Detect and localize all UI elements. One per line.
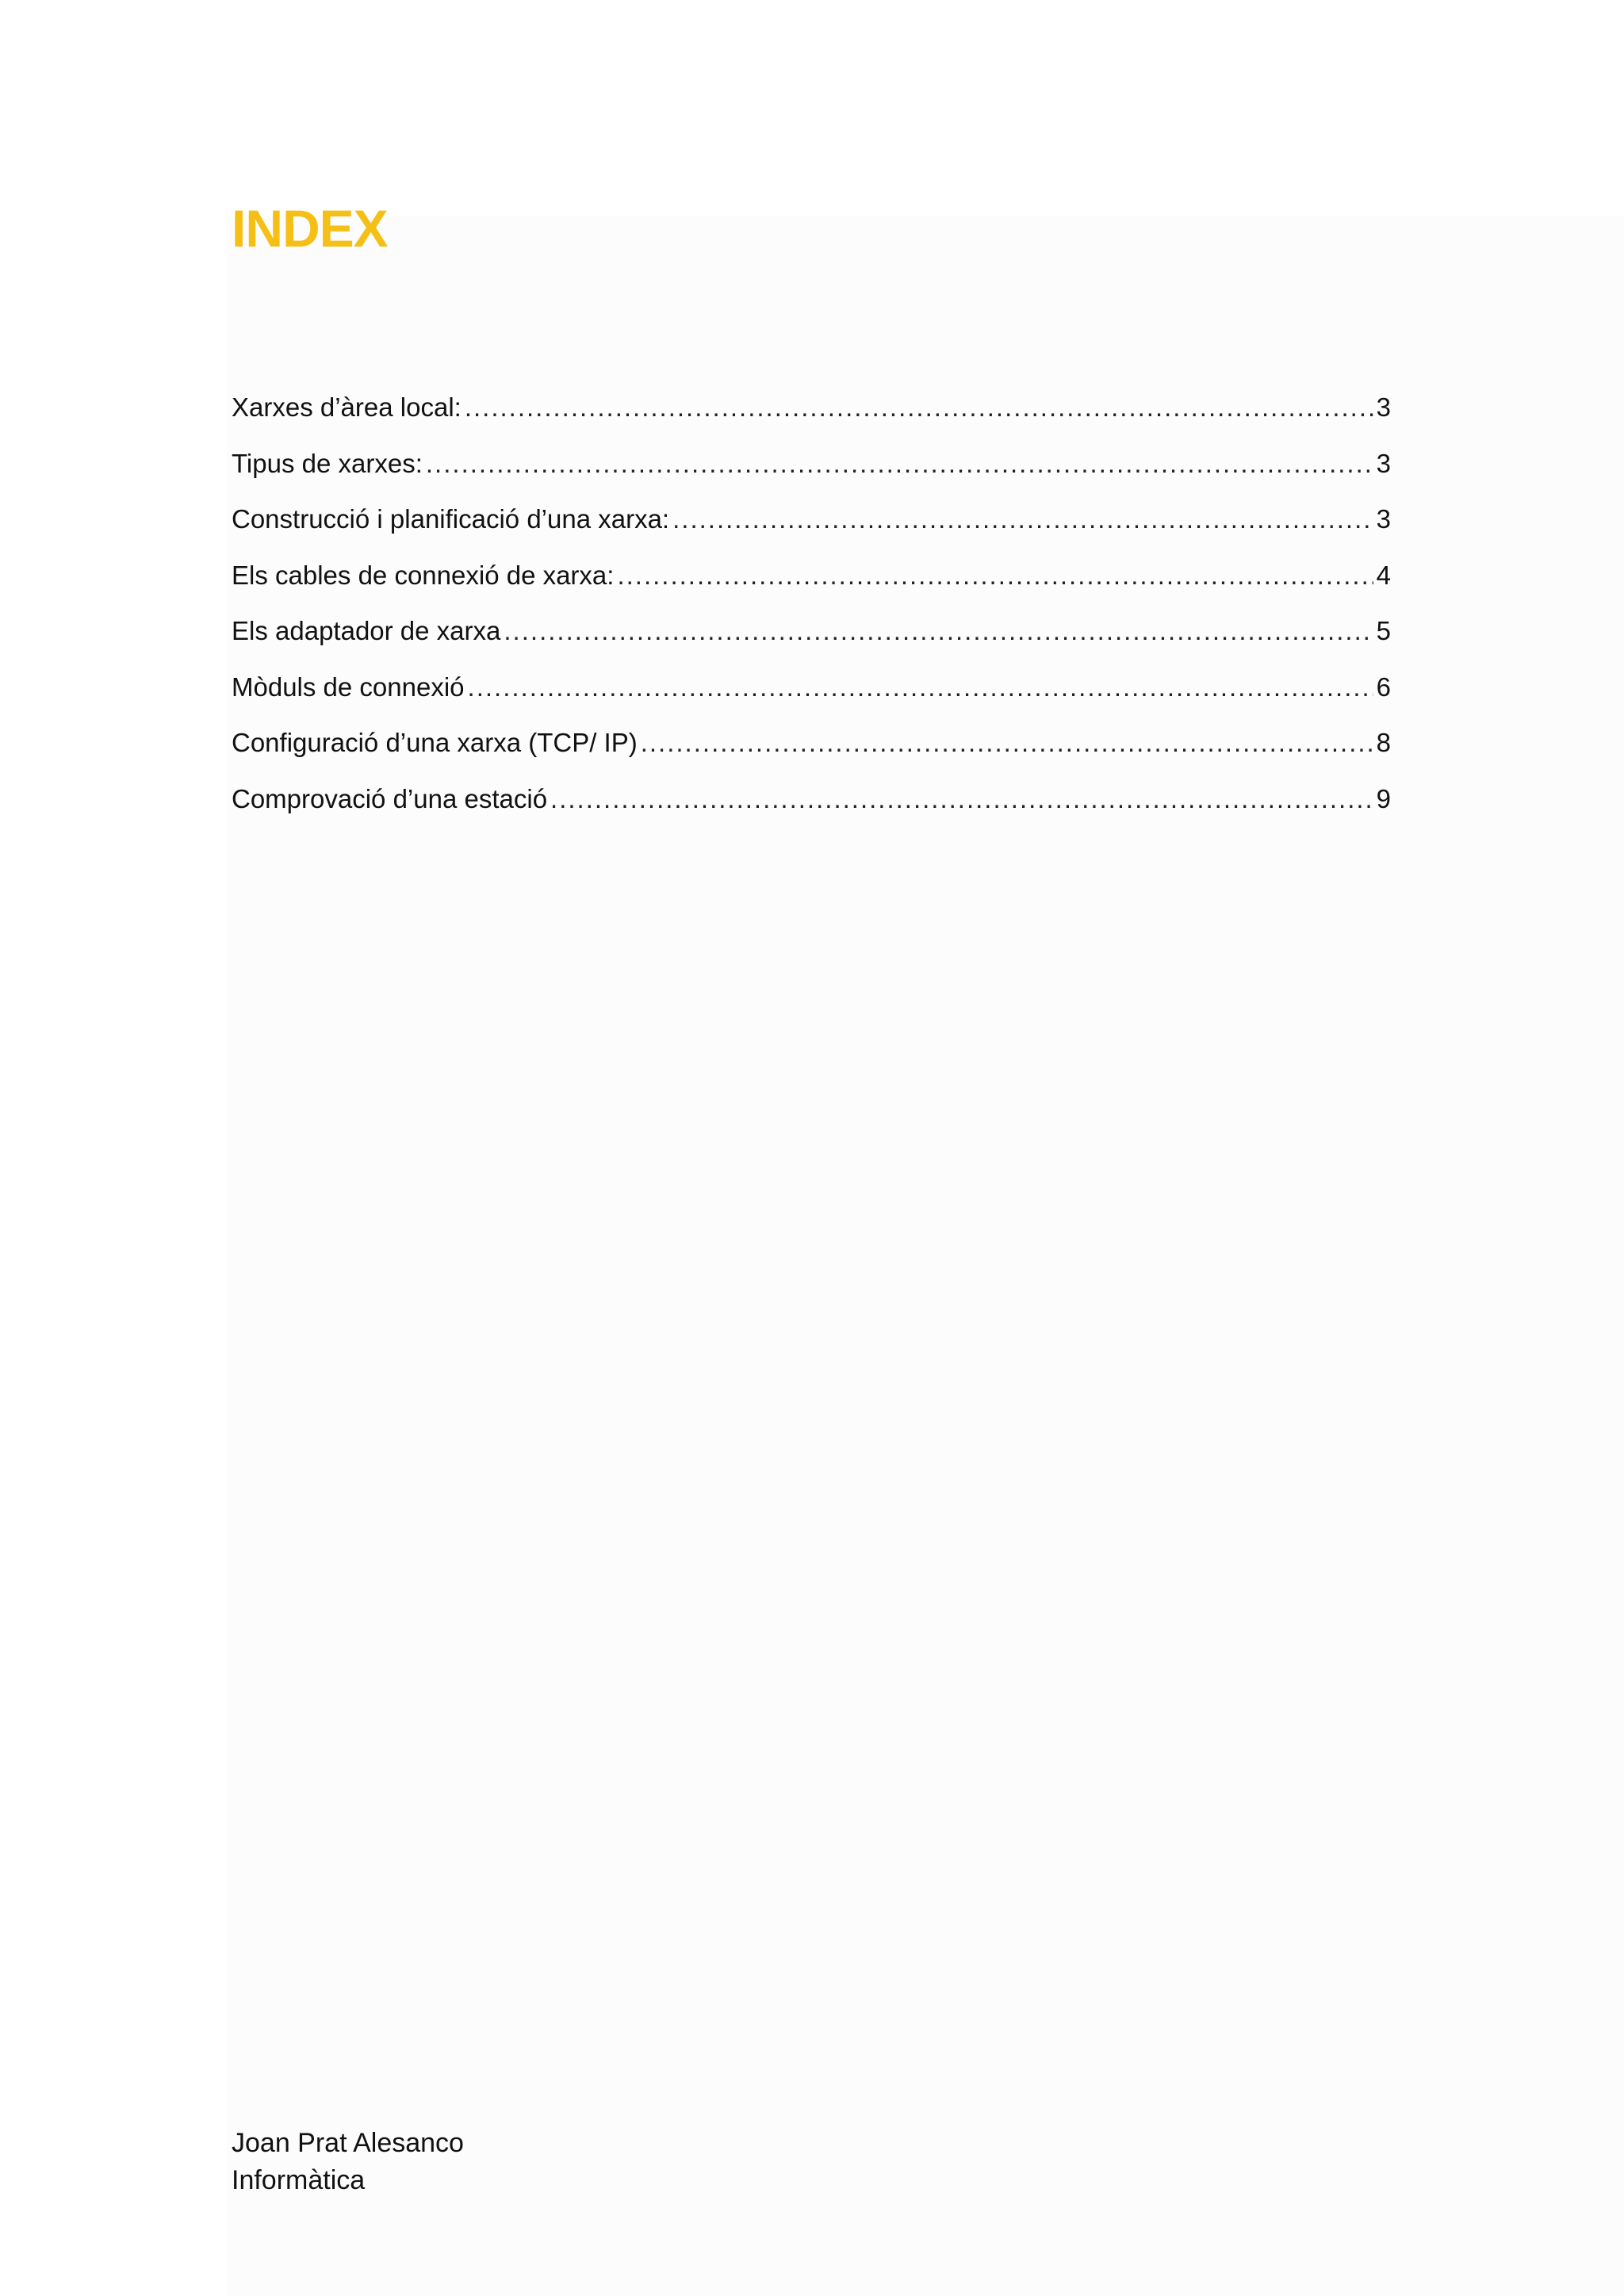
toc-entry[interactable] bbox=[232, 775, 1391, 832]
toc-dot-leader bbox=[550, 775, 1373, 823]
toc-page-number: 9 bbox=[1376, 783, 1391, 813]
toc-page-number: 5 bbox=[1376, 616, 1391, 645]
toc-entry[interactable] bbox=[232, 552, 1391, 608]
toc-dot-leader bbox=[468, 664, 1373, 711]
toc-page-number: 3 bbox=[1376, 448, 1391, 478]
toc-page-number: 6 bbox=[1376, 672, 1391, 702]
footer-subject: Informàtica bbox=[232, 2165, 366, 2195]
toc-dot-leader bbox=[426, 440, 1373, 488]
toc-entry[interactable] bbox=[232, 440, 1391, 496]
toc-entry-label: Construcció i planificació d’una xarxa: bbox=[232, 504, 670, 534]
toc-dot-leader bbox=[465, 384, 1373, 431]
page-footer bbox=[232, 2125, 464, 2199]
toc-entry-label: Configuració d’una xarxa (TCP/ IP) bbox=[232, 728, 638, 757]
toc-entry-label: Xarxes d’àrea local: bbox=[232, 392, 462, 422]
toc-entry[interactable] bbox=[232, 607, 1391, 664]
toc-dot-leader bbox=[641, 719, 1373, 767]
toc-entry-label: Els adaptador de xarxa bbox=[232, 616, 501, 645]
toc-entry[interactable] bbox=[232, 496, 1391, 552]
toc-entry-label: Comprovació d’una estació bbox=[232, 783, 548, 813]
page-title: INDEX bbox=[232, 199, 388, 258]
toc-entry[interactable] bbox=[232, 719, 1391, 775]
footer-author: Joan Prat Alesanco bbox=[232, 2128, 464, 2158]
table-of-contents bbox=[232, 384, 1391, 831]
toc-page-number: 8 bbox=[1376, 728, 1391, 757]
toc-entry-label: Mòduls de connexió bbox=[232, 672, 465, 702]
toc-entry-label: Tipus de xarxes: bbox=[232, 448, 423, 478]
toc-page-number: 3 bbox=[1376, 504, 1391, 534]
toc-entry[interactable] bbox=[232, 384, 1391, 440]
toc-dot-leader bbox=[504, 607, 1373, 655]
toc-dot-leader bbox=[672, 496, 1373, 543]
toc-entry-label: Els cables de connexió de xarxa: bbox=[232, 560, 615, 590]
toc-dot-leader bbox=[617, 552, 1373, 599]
toc-entry[interactable] bbox=[232, 664, 1391, 720]
toc-page-number: 4 bbox=[1376, 560, 1391, 590]
toc-page-number: 3 bbox=[1376, 392, 1391, 422]
